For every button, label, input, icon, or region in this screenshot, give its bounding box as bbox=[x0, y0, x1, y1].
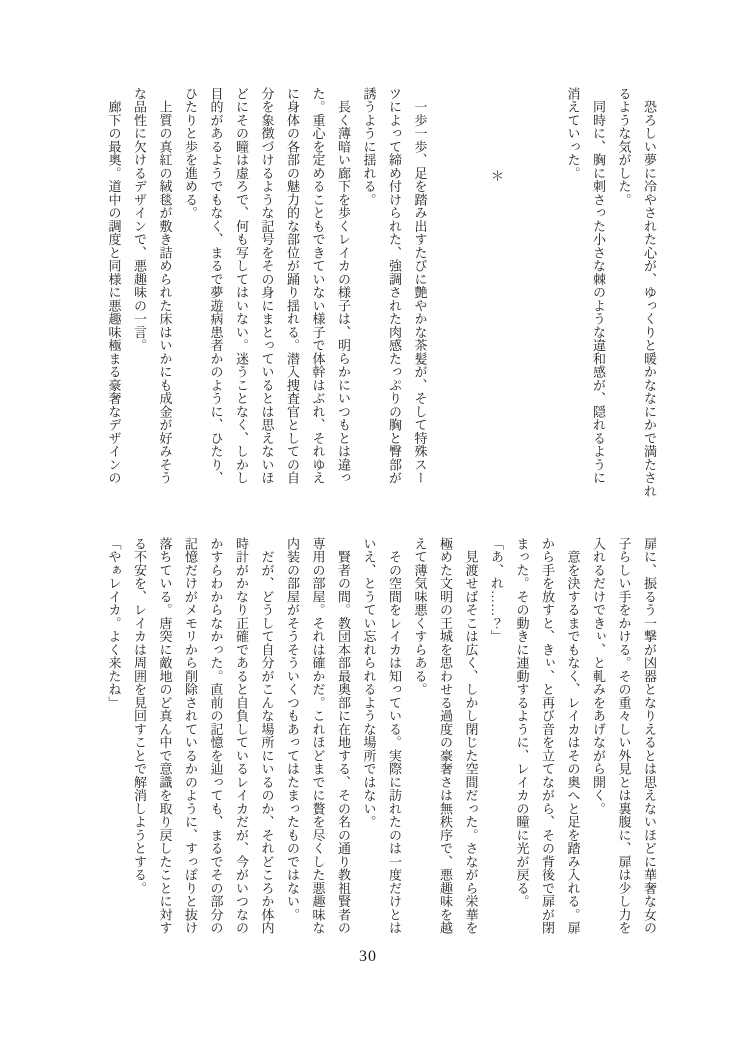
text-column: 扉に、振るう一撃が凶器となりえるとは思えないほどに華奢な女の bbox=[642, 537, 657, 935]
text-column: えて薄気味悪くすらある。 bbox=[412, 537, 428, 696]
text-block-bottom bbox=[100, 537, 662, 935]
text-column: 分を象徴づけるような記号をその身にまとっているとは思えないほ bbox=[259, 87, 275, 485]
text-column: どにその瞳は虚ろで、何も写してはいない。迷うことなく、しかし bbox=[234, 87, 249, 485]
text-column: 恐ろしい夢に冷やされた心が、ゆっくりと暖かななにかで満たされ bbox=[642, 87, 657, 498]
text-column: に身体の各部の魅力的な部位が踊り揺れる。潜入捜査官としての自 bbox=[285, 87, 300, 485]
text-column: かすらわからなかった。直前の記憶を辿っても、まるでその部分の bbox=[208, 537, 224, 935]
text-column: いえ、とうてい忘れられるような場所ではない。 bbox=[361, 537, 377, 829]
text-column: 長く薄暗い廊下を歩くレイカの様子は、明らかにいつもとは違っ bbox=[336, 87, 351, 485]
text-column: ひたりと歩を進める。 bbox=[183, 87, 198, 220]
text-column: 落ちている。唐突に敵地のど真ん中で意識を取り戻したことに対す bbox=[157, 537, 173, 935]
text-column: 一歩一歩、足を踏み出すたびに艶やかな茶髪が、そして特殊スー bbox=[412, 87, 428, 485]
text-column: 意を決するまでもなく、レイカはその奥へと足を踏み入れる。扉 bbox=[565, 537, 581, 935]
text-column: る不安を、レイカは周囲を見回すことで解消しようとする。 bbox=[132, 537, 147, 895]
text-column: 極めた文明の王城を思わせる過度の豪奢さは無秩序で、悪趣味を越 bbox=[438, 537, 453, 935]
text-column: から手を放すと、きぃ、と再び音を立てながら、その背後で扉が閉 bbox=[540, 537, 555, 935]
text-column: その空間をレイカは知っている。実際に訪れたのは一度だけとは bbox=[387, 537, 402, 935]
text-column: 賢者の間。教団本部最奥部に在地する、その名の通り教祖賢者の bbox=[336, 537, 351, 935]
text-column bbox=[433, 87, 459, 487]
text-column: 入れるだけできぃ、と軋みをあげながら開く。 bbox=[591, 537, 606, 816]
text-column: 見渡せばそこは広く、しかし閉じた空間だった。さながら栄華を bbox=[463, 537, 479, 935]
text-column: た。重心を定めることもできていない様子で体幹はぶれ、それゆえ bbox=[310, 87, 326, 485]
text-column: 専用の部屋。それは確かだ。これほどまでに贅を尽くした悪趣味な bbox=[310, 537, 326, 935]
text-column: ツによって締め付けられた、強調された肉感たっぷりの胸と臀部が bbox=[387, 87, 402, 485]
text-column: だが、どうして自分がこんな場所にいるのか、それどころか体内 bbox=[259, 537, 275, 935]
text-column: 「あ、れ……？」 bbox=[489, 537, 504, 643]
text-column: 消えていった。 bbox=[565, 87, 581, 180]
text-column: 誘うように揺れる。 bbox=[361, 87, 377, 207]
text-column: 同時に、胸に刺さった小さな棘のような違和感が、隠れるように bbox=[591, 87, 606, 485]
text-column bbox=[535, 87, 561, 487]
text-column: 記憶だけがメモリから削除されているかのように、すっぽりと抜け bbox=[183, 537, 198, 935]
text-column bbox=[458, 87, 484, 487]
text-column: 廊下の最奥。道中の調度と同様に悪趣味極まる豪奢なデザインの bbox=[106, 87, 122, 485]
text-column: な品性に欠けるデザインで、悪趣味の一言。 bbox=[132, 87, 147, 352]
text-column bbox=[509, 87, 535, 487]
text-block-top bbox=[100, 87, 662, 498]
text-column: 時計がかなり正確であると自負しているレイカだが、今がいつなの bbox=[234, 537, 249, 935]
text-column: 内装の部屋がそうそういくつもあってはたまったものではない。 bbox=[285, 537, 300, 922]
text-column: 目的があるようでもなく、まるで夢遊病患者かのように、ひたり、 bbox=[208, 87, 224, 485]
page-number: 30 bbox=[359, 948, 377, 965]
text-column: まった。その動きに連動するように、レイカの瞳に光が戻る。 bbox=[514, 537, 530, 908]
text-column: ＊ bbox=[489, 169, 504, 183]
text-column: 子らしい手をかける。その重々しい外見とは裏腹に、扉は少し力を bbox=[616, 537, 632, 935]
text-column: 上質の真紅の絨毯が敷き詰められた床はいかにも成金が好みそう bbox=[157, 87, 173, 485]
text-column: 「やぁレイカ。よく来たね」 bbox=[106, 537, 122, 710]
text-column: るような気がした。 bbox=[616, 87, 632, 207]
